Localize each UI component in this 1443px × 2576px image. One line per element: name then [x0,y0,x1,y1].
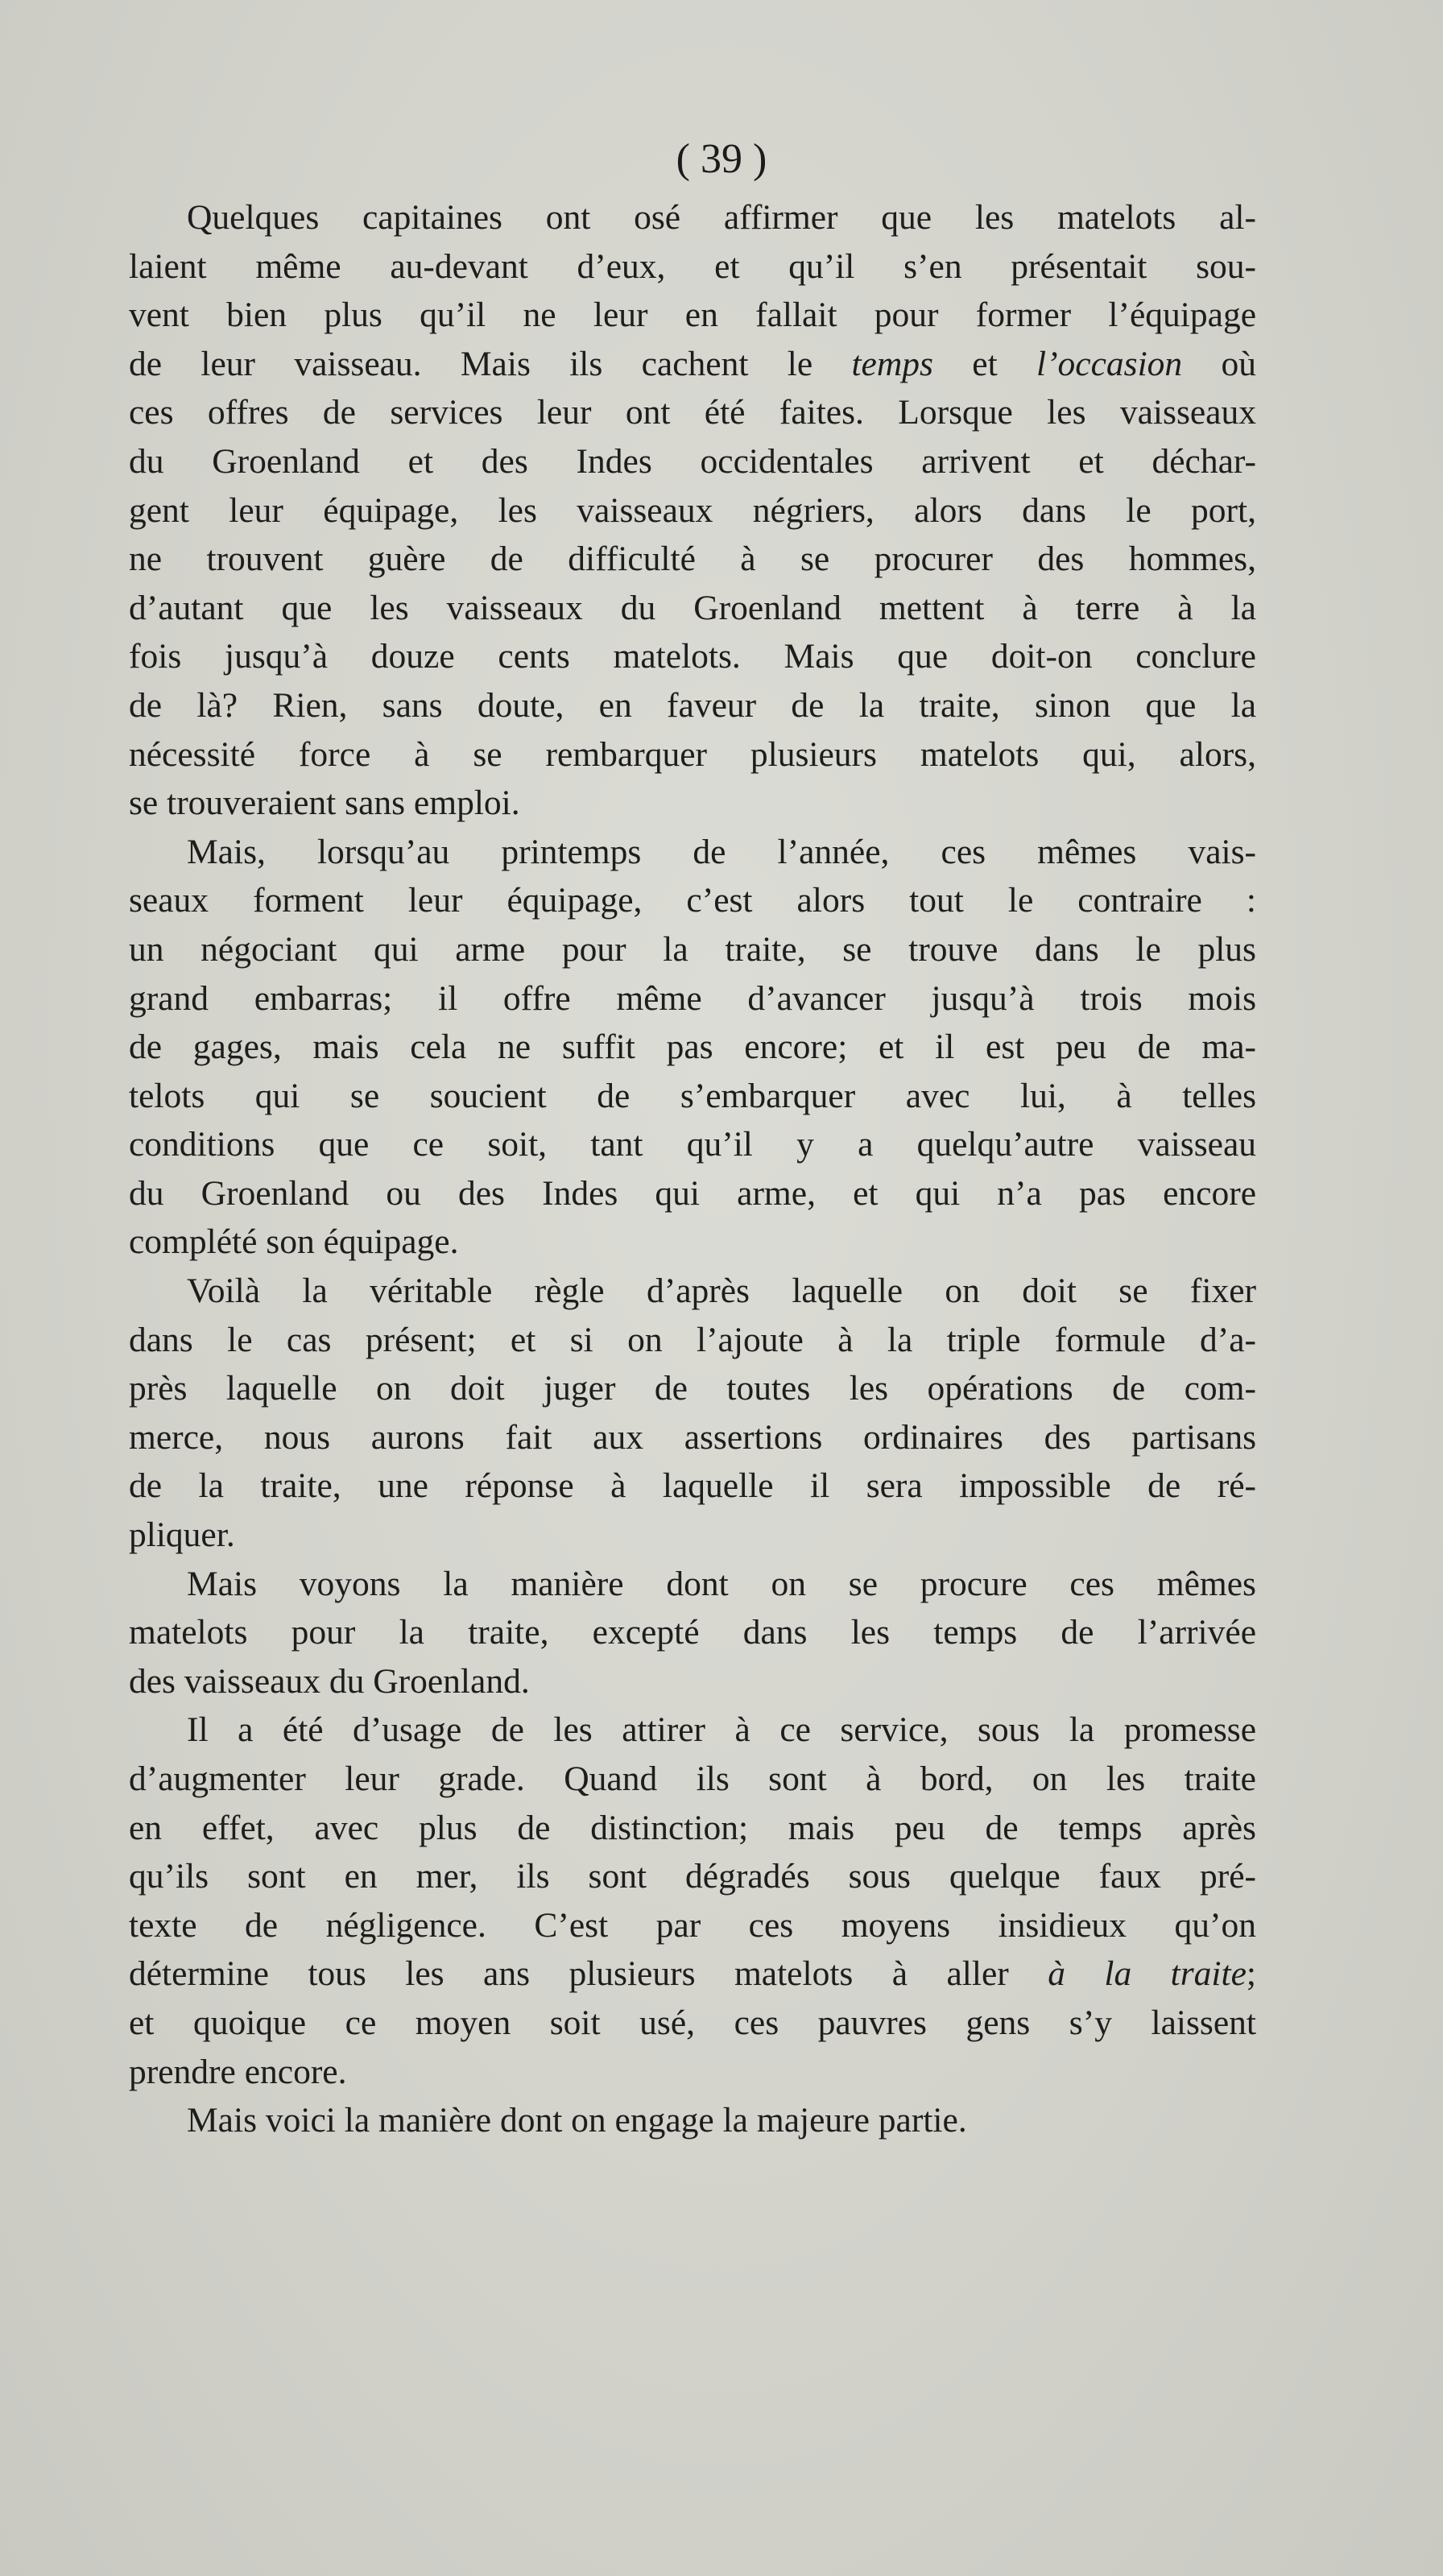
text-line: de la traite, une réponse à laquelle il sera impossible de ré- [129,1466,1256,1506]
text-run: et [932,344,1036,383]
text-line: Voilà la véritable règle d’après laquelle on doit se fixer [187,1271,1256,1311]
text-line: se trouveraient sans emploi. [129,784,520,823]
text-line: Mais voici la manière dont on engage la majeure partie. [187,2101,967,2140]
text-run: de leur vaisseau. Mais ils cachent le [129,344,852,383]
paragraph-3 [129,1267,1256,1560]
text-line: près laquelle on doit juger de toutes les opérations de com- [129,1369,1256,1408]
text-line: telots qui se soucient de s’embarquer avec lui, à telles [129,1076,1256,1115]
text-line: qu’ils sont en mer, ils sont dégradés sous quelque faux pré- [129,1857,1256,1896]
text-line: conditions que ce soit, tant qu’il y a quelqu’autre vaisseau [129,1125,1256,1164]
italic-word: l’occasion [1036,344,1183,383]
paragraph-6 [129,2096,1256,2145]
body-text [129,193,1256,2145]
italic-phrase: à la traite [1048,1954,1247,1994]
text-line: Quelques capitaines ont osé affirmer que les matelots al- [187,198,1256,237]
text-line-with-italics [129,340,1256,389]
text-line: dans le cas présent; et si on l’ajoute à la triple formule d’a- [129,1320,1256,1359]
paragraph-5 [129,1706,1256,2096]
text-line: ne trouvent guère de difficulté à se procurer des hommes, [129,540,1256,579]
text-run: où [1182,344,1257,383]
text-line: un négociant qui arme pour la traite, se trouve dans le plus [129,929,1256,969]
text-line: d’augmenter leur grade. Quand ils sont à bord, on les traite [129,1759,1256,1798]
text-line: d’autant que les vaisseaux du Groenland mettent à terre à la [129,588,1256,627]
paragraph-4 [129,1560,1256,1706]
text-line: pliquer. [129,1515,235,1555]
text-line: matelots pour la traite, excepté dans les temps de l’arrivée [129,1613,1256,1652]
text-line: grand embarras; il offre même d’avancer jusqu’à trois mois [129,978,1256,1018]
text-line: fois jusqu’à douze cents matelots. Mais que doit-on conclure [129,637,1256,676]
italic-word: temps [851,344,933,383]
text-line: seaux forment leur équipage, c’est alors tout le contraire : [129,881,1256,920]
text-line: vent bien plus qu’il ne leur en fallait pour former l’équipage [129,296,1256,335]
paragraph-1 [129,193,1256,828]
text-line: ces offres de services leur ont été faites. Lorsque les vaisseaux [129,393,1256,432]
paragraph-2 [129,828,1256,1267]
text-line: du Groenland ou des Indes qui arme, et qui n’a pas encore [129,1173,1256,1213]
text-line: Il a été d’usage de les attirer à ce service, sous la promesse [187,1710,1256,1750]
text-line: des vaisseaux du Groenland. [129,1661,530,1701]
text-line-with-italics [129,1950,1256,1999]
text-line: merce, nous aurons fait aux assertions ordinaires des partisans [129,1417,1256,1457]
text-run: ; [1246,1954,1256,1994]
text-line: complété son équipage. [129,1222,459,1262]
page-number: ( 39 ) [676,136,767,182]
text-line: du Groenland et des Indes occidentales arrivent et déchar- [129,441,1256,481]
text-line: prendre encore. [129,2052,347,2091]
text-line: laient même au-devant d’eux, et qu’il s’en présentait sou- [129,246,1256,286]
text-line: Mais voyons la manière dont on se procure ces mêmes [187,1564,1256,1603]
text-line: de gages, mais cela ne suffit pas encore; et il est peu de ma- [129,1028,1256,1067]
text-line: texte de négligence. C’est par ces moyens insidieux qu’on [129,1905,1256,1945]
text-line: de là? Rien, sans doute, en faveur de la traite, sinon que la [129,685,1256,725]
text-line: en effet, avec plus de distinction; mais peu de temps après [129,1808,1256,1847]
text-line: nécessité force à se rembarquer plusieurs matelots qui, alors, [129,734,1256,774]
text-line: gent leur équipage, les vaisseaux négriers, alors dans le port, [129,490,1256,530]
text-run: détermine tous les ans plusieurs matelots à aller [129,1954,1048,1994]
text-line: Mais, lorsqu’au printemps de l’année, ces mêmes vais- [187,832,1256,871]
text-line: et quoique ce moyen soit usé, ces pauvres gens s’y laissent [129,2003,1256,2042]
